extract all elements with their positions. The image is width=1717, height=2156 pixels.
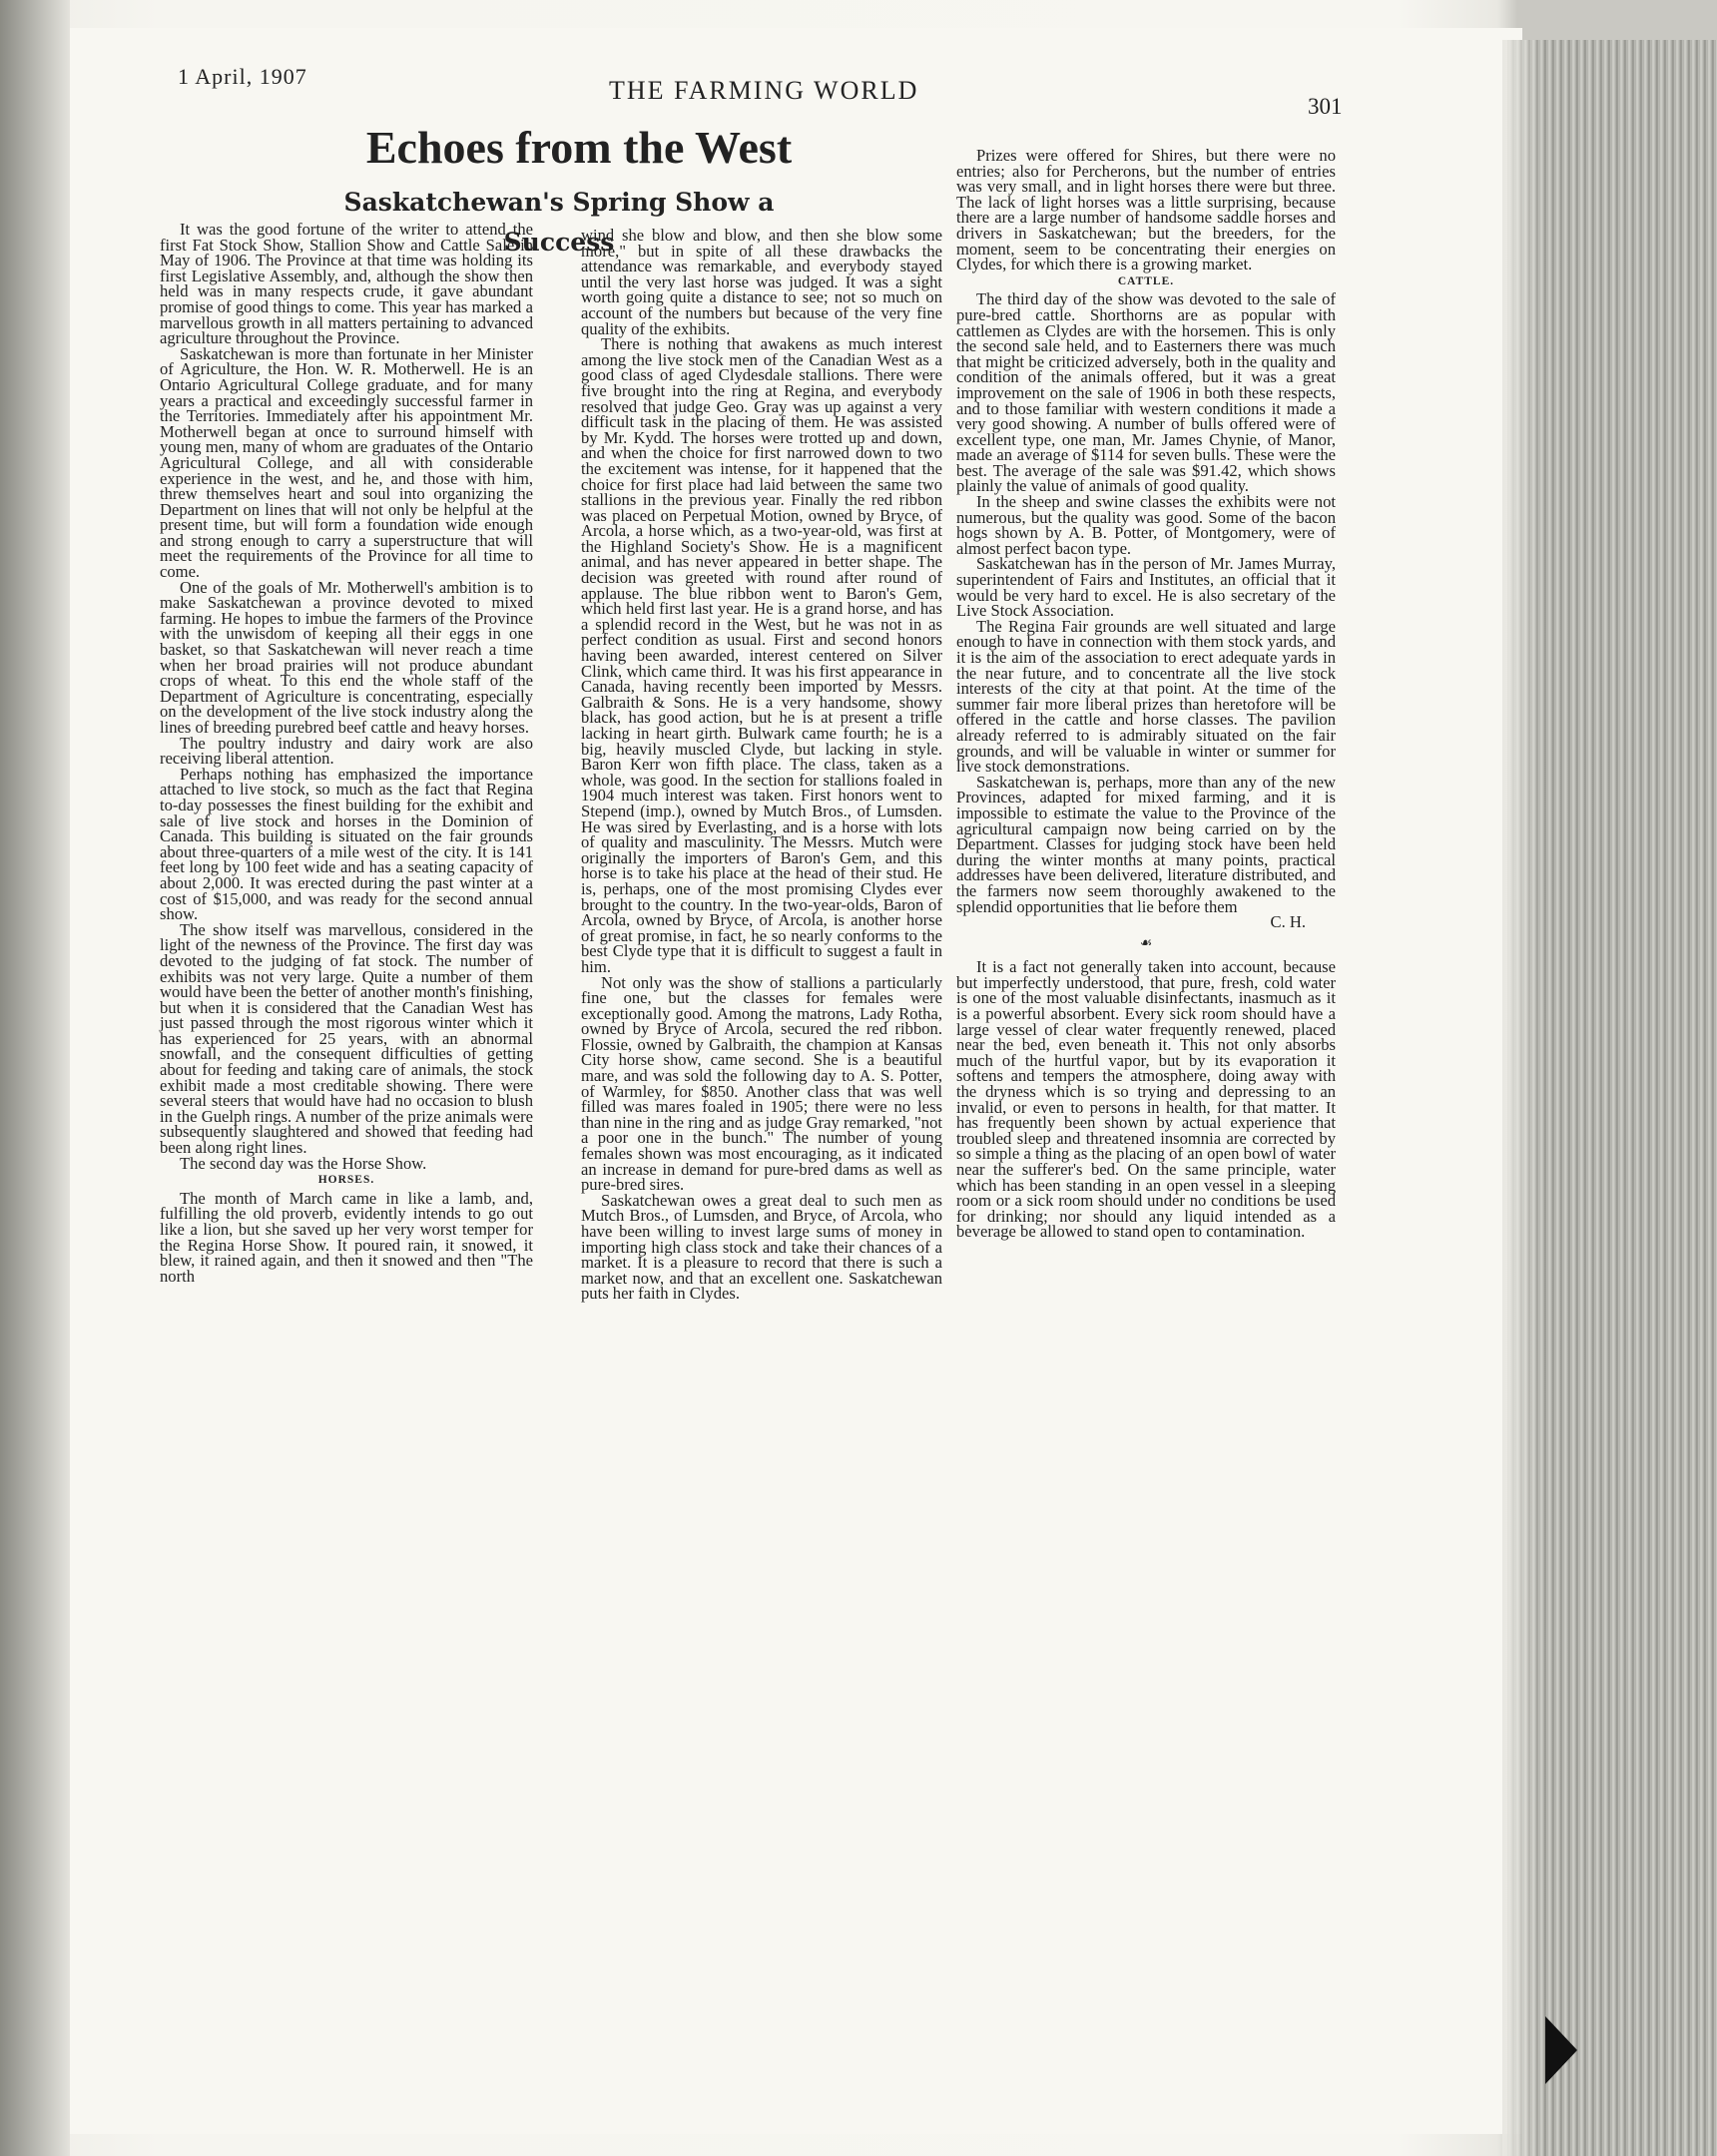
paragraph: The month of March came in like a lamb, and, fulfilling the old proverb, evidently intends to go out like a lion, but she saved up her very worst temper for the Regina Horse Show. It poured rain, it snowed, it blew, it rained again, and then it snowed and then "The north [160,1188,533,1286]
paragraph: Not only was the show of stallions a particularly fine one, but the classes for females were exceptionally good. Among the matrons, Lady Rotha, owned by Bryce of Arcola, secured the red ribbon. Flossie, owned by Galbraith, the champion at Kansas City horse show, came second. She is a beautiful mare, and was sold the following day to A. S. Potter, of Warmley, for $850. Another class that was well filled was mares foaled in 1905; there were no less than nine in the ring and as judge Gray remarked, "not a poor one in the bunch." The number of young females shown was most encouraging, as it indicated an increase in demand for pure-bred dams as well as pure-bred sires. [581,972,942,1195]
paragraph: Saskatchewan is, perhaps, more than any of the new Provinces, adapted for mixed farming, and it is impossible to estimate the value to the Province of the agricultural campaign now being carried on by the Department. Classes for judging stock have been held during the winter months at many points, practical addresses have been delivered, literature distributed, and the farmers now seem thoroughly awakened to the splendid opportunities that lie before them [956,772,1336,916]
paragraph: The Regina Fair grounds are well situated and large enough to have in connection with them stock yards, and it is the aim of the association to erect adequate yards in the near future, and to concentrate all the live stock interests of the city at that point. At the time of the summer fair more liberal prizes than heretofore will be offered in the cattle and horse classes. The pavilion already referred to is admirably situated on the fair grounds, and will be valuable in winter or summer for live stock demonstrations. [956,616,1336,777]
paragraph: The show itself was marvellous, considered in the light of the newness of the Province. The first day was devoted to the judging of fat stock. The number of exhibits was not very large. Quite a number of them would have been the better of another month's finishing, but when it is considered that the Canadian West has just passed through the most rigorous winter which it has experienced for 25 years, with an abnormal snowfall, and the consequent difficulties of getting about for feeding and taking care of animals, the stock exhibit made a most creditable showing. There were several steers that would have had no occasion to blush in the Guelph rings. A number of the prize animals were subsequently slaughtered and showed that feeding had been along right lines. [160,919,533,1158]
sidebar-paragraph: It is a fact not generally taken into account, because but imperfectly understood, that pure, fresh, cold water is one of the most valuable disinfectants, inasmuch as it is a powerful absorbent. Every sick room should have a large vessel of clear water frequently renewed, placed near the bed, even beneath it. This not only absorbs much of the hurtful vapor, but by its evaporation it softens and tempers the atmosphere, doing away with the dryness which is so trying and depressing to an invalid, or even to persons in health, for that matter. It has frequently been shown by actual experience that troubled sleep and threatened insomnia are corrected by so simple a thing as the placing of an open bowl of water near the sufferer's bed. On the same principle, water which has been standing in an open vessel in a sleeping room or a sick room should under no conditions be used for drinking; nor should any liquid intended as a beverage be allowed to stand open to contamination. [956,957,1336,1242]
article-subtitle: Saskatchewan's Spring Show a Success [343,188,775,257]
paragraph: Saskatchewan has in the person of Mr. James Murray, superintendent of Fairs and Institutes, an official that it would be very hard to excel. He is also secretary of the Live Stock Association. [956,554,1336,621]
issue-date: 1 April, 1907 [178,64,307,89]
paragraph: Saskatchewan owes a great deal to such men as Mutch Bros., of Lumsden, and Bryce, of Arcola, who have been willing to invest large sums of money in importing high class stock and take their chances of a market. It is a pleasure to record that there is such a market now, and that an excellent one. Saskatchewan puts her faith in Clydes. [581,1190,942,1304]
masthead: THE FARMING WORLD [609,76,919,105]
article-title: Echoes from the West [365,122,793,173]
paragraph: Prizes were offered for Shires, but there were no entries; also for Percherons, but the number of entries was very small, and in light horses there were but three. The lack of light horses was a little surprising, because there are a large number of handsome saddle horses and drivers in Saskatchewan; but the breeders, for the moment, seem to be concentrating their energies on Clydes, for which there is a growing market. [956,146,1336,274]
paragraph: The third day of the show was devoted to the sale of pure-bred cattle. Shorthorns are as popular with cattlemen as Clydes are with the horsemen. This is only the second sale held, and to Easterners there was much that might be criticized adversely, both in the quality and condition of the animals offered, but it was a great improvement on the sale of 1906 in both these respects, and to those familiar with western conditions it made a very good showing. A number of bulls offered were of excellent type, one man, Mr. James Chynie, of Manor, made an average of $114 for seven bulls. These were the best. The average of the sale was $91.42, which shows plainly the value of animals of good quality. [956,289,1336,496]
paragraph: There is nothing that awakens as much interest among the live stock men of the Canadian West as a good class of aged Clydesdale stallions. There were five brought into the ring at Regina, and everybody resolved that judge Geo. Gray was up against a very difficult task in the placing of them. He was assisted by Mr. Kydd. The horses were trotted up and down, and when the choice for first narrowed down to two the excitement was intense, for it happened that the choice for first place had laid between the same two stallions in the previous year. Finally the red ribbon was placed on Perpetual Motion, owned by Bryce, of Arcola, a horse which, as a two-year-old, was first at the Highland Society's Show. He is a magnificent animal, and has never appeared in better shape. The decision was greeted with round after round of applause. The blue ribbon went to Baron's Gem, which held first last year. He is a grand horse, and has a splendid record in the West, but he was not in as perfect condition as usual. First and second honors having been awarded, interest centered on Silver Clink, which came third. It was his first appearance in Canada, having recently been imported by Messrs. Galbraith & Sons. He is a very handsome, showy black, has good action, but he is at present a trifle lacking in heart girth. Bulwark came fourth; he is a big, heavily muscled Clyde, but lacking in style. Baron Kerr won fifth place. The class, taken as a whole, was good. In the section for stallions foaled in 1904 much interest was taken. First honors went to Stepend (imp.), owned by Mutch Bros., of Lumsden. He was sired by Everlasting, and is a horse with lots of quality and masculinity. The Messrs. Mutch were originally the importers of Baron's Gem, and this horse is to take his place at the head of their stud. He is, perhaps, one of the most promising Clydes ever brought to the country. In the two-year-olds, Baron of Arcola, owned by Bryce, of Arcola, is another horse of great promise, in fact, he so nearly conforms to the best Clyde type that it is difficult to suggest a fault in him. [581,334,942,976]
section-heading-cattle: CATTLE. [1117,274,1175,287]
paragraph: The second day was the Horse Show. [180,1153,427,1173]
page-number: 301 [1308,94,1343,119]
column-1 [160,222,533,1839]
column-3 [956,148,1336,2044]
author-signature: C. H. [1270,912,1306,932]
paragraph: The poultry industry and dairy work are also receiving liberal attention. [160,733,533,769]
fleuron-icon: ☙ [1139,935,1153,951]
next-page-arrow-icon[interactable] [1545,2016,1577,2084]
paragraph: Saskatchewan is more than fortunate in her Minister of Agriculture, the Hon. W. R. Motherwell. He is an Ontario Agricultural College graduate, and for many years a practical and exceedingly successful farmer in the Territories. Immediately after his appointment Mr. Motherwell began at once to surround himself with young men, many of whom are graduates of the Ontario Agricultural College, and all with considerable experience in the west, and he, and those with him, threw themselves heart and soul into organizing the Department on lines that will not only be helpful at the present time, but will form a foundation wide enough and strong enough to carry a superstructure that will meet the requirements of the Province for all time to come. [160,343,533,582]
section-heading-horses: HORSES. [317,1174,375,1187]
column-2 [581,228,942,1825]
paragraph: One of the goals of Mr. Motherwell's ambition is to make Saskatchewan a province devoted to mixed farming. He hopes to imbue the farmers of the Province with the unwisdom of keeping all their eggs in one basket, so that Saskatchewan will never reach a time when her broad prairies will not produce abundant crops of wheat. To this end the whole staff of the Department of Agriculture is concentrating, especially on the development of the live stock industry along the lines of breeding purebred beef cattle and heavy horses. [160,577,533,737]
paragraph: Perhaps nothing has emphasized the importance attached to live stock, so much as the fact that Regina to-day possesses the finest building for the exhibit and sale of live stock and horses in the Dominion of Canada. This building is situated on the fair grounds about three-quarters of a mile west of the city. It is 141 feet long by 100 feet wide and has a seating capacity of about 2,000. It was erected during the past winter at a cost of $15,000, and was ready for the second annual show. [160,764,533,924]
page-edge-fade [1502,40,1542,2156]
paragraph: It was the good fortune of the writer to attend the first Fat Stock Show, Stallion Show and Cattle Sale in May of 1906. The Province at that time was holding its first Legislative Assembly, and, although the show then held was in many respects crude, it gave abundant promise of good things to come. This year has marked a marvellous growth in all matters pertaining to advanced agriculture throughout the Province. [160,220,533,348]
paragraph: wind she blow and blow, and then she blow some more," but in spite of all these drawbacks the attendance was remarkable, and everybody stayed until the very last horse was judged. It was a sight worth going quite a distance to see; not so much on account of the numbers but because of the very fine quality of the exhibits. [581,226,942,338]
left-margin-shadow [0,0,70,2156]
paragraph: In the sheep and swine classes the exhibits were not numerous, but the quality was good. Some of the bacon hogs shown by A. B. Potter, of Montgomery, were of almost perfect bacon type. [956,492,1336,558]
